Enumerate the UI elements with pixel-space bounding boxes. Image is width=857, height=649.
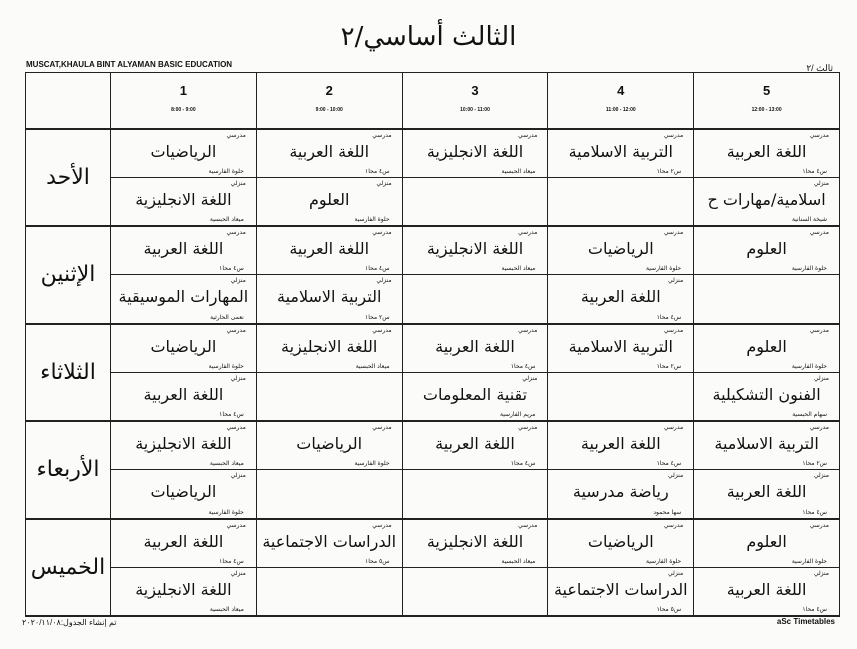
subject-name: اللغة الانجليزية <box>281 336 378 356</box>
lesson-cell <box>402 177 548 226</box>
lesson-cell <box>694 275 840 324</box>
period-number: 1 <box>179 83 188 99</box>
lesson <box>111 422 256 469</box>
lesson-cell <box>402 567 548 616</box>
lesson-row <box>26 470 840 519</box>
subject-name: اللغة العربية <box>726 482 807 502</box>
period-time: 9:00 - 10:00 <box>315 107 343 114</box>
lesson <box>111 227 256 274</box>
lesson <box>548 130 693 177</box>
lesson <box>548 470 693 517</box>
lesson-cell <box>694 519 840 568</box>
lesson-cell <box>111 177 257 226</box>
lesson-cell <box>111 519 257 568</box>
subject-name: التربية الاسلامية <box>276 287 382 307</box>
lesson-cell <box>256 372 402 421</box>
lesson-row <box>26 372 840 421</box>
teacher-name: س٤ محا١ <box>364 167 390 175</box>
lesson <box>111 130 256 177</box>
lesson-cell <box>256 129 402 178</box>
lesson-cell <box>111 421 257 470</box>
teacher-name: ميعاد الحبسية <box>501 557 536 565</box>
lesson-type: مدرسي <box>809 229 829 236</box>
teacher-name: حلوة الفارسية <box>354 216 390 223</box>
lesson-type: مدرسي <box>809 521 829 529</box>
lesson <box>257 325 402 372</box>
subject-name: العلوم <box>746 336 787 356</box>
lesson <box>694 325 839 372</box>
lesson-type: مدرسي <box>372 521 392 529</box>
subject-name: اللغة العربية <box>143 531 224 551</box>
lesson <box>257 130 402 177</box>
teacher-name: ميعاد الحبسية <box>501 167 536 175</box>
lesson-type: مدرسي <box>372 131 392 139</box>
teacher-name: ميعاد الحبسية <box>209 460 244 468</box>
period-time: 10:00 - 11:00 <box>460 107 490 114</box>
lesson-type: مدرسي <box>663 229 684 236</box>
lesson-cell <box>256 470 402 519</box>
day-label-cell <box>26 324 111 422</box>
lesson-type: مدرسي <box>663 326 684 334</box>
lesson-type: منزلي <box>230 569 246 577</box>
day-label-cell <box>26 129 111 227</box>
teacher-name: ميعاد الحبسية <box>209 606 244 613</box>
lesson <box>694 178 839 225</box>
lesson-cell <box>402 129 548 178</box>
lesson-cell <box>256 226 402 275</box>
lesson-cell <box>548 372 694 421</box>
lesson-cell <box>548 177 694 226</box>
subject-name: اللغة العربية <box>580 287 661 307</box>
lesson <box>403 373 548 420</box>
lesson <box>548 422 693 469</box>
teacher-name: س٢ محا١ <box>656 167 682 175</box>
subject-name: التربية الاسلامية <box>714 434 819 453</box>
lesson-type: مدرسي <box>663 131 684 139</box>
timetable-grid <box>25 72 840 617</box>
day-name: الأربعاء <box>36 457 100 483</box>
lesson-type: مدرسي <box>372 424 392 431</box>
generator-label: aSc Timetables <box>776 617 835 626</box>
lesson-type: مدرسي <box>809 326 829 334</box>
lesson-type: مدرسي <box>518 521 538 529</box>
lesson-cell <box>548 226 694 275</box>
lesson-cell <box>694 226 840 275</box>
subject-name: الرياضيات <box>150 336 217 356</box>
teacher-name: س٤ محا١ <box>219 411 244 418</box>
page-title: الثالث أساسي/٢ <box>340 22 517 52</box>
lesson <box>548 325 693 372</box>
subject-name: التربية الاسلامية <box>568 141 673 161</box>
teacher-name: حلوة الفارسية <box>646 557 682 565</box>
lesson <box>403 325 548 372</box>
lesson-cell <box>548 129 694 178</box>
subject-name: الرياضيات <box>296 434 363 453</box>
school-name: MUSCAT,KHAULA BINT ALYAMAN BASIC EDUCATION <box>26 60 233 69</box>
teacher-name: مريم الفارسية <box>499 411 536 418</box>
teacher-name: حلوة الفارسية <box>646 265 682 273</box>
lesson-type: منزلي <box>230 374 246 382</box>
lesson-cell <box>402 519 548 568</box>
subject-name: الدراسات الاجتماعية <box>262 531 397 551</box>
subject-name: اللغة الانجليزية <box>426 531 524 551</box>
teacher-name: نعمى الحارثية <box>210 313 244 321</box>
lesson-cell <box>694 372 840 421</box>
teacher-name: حلوة الفارسية <box>354 460 390 468</box>
subject-name: المهارات الموسيقية <box>118 287 249 307</box>
lesson-cell <box>402 421 548 470</box>
teacher-name: شيخة السنانية <box>791 216 827 223</box>
teacher-name: س٤ محا١ <box>802 606 827 613</box>
lesson <box>257 422 402 469</box>
subject-name: اللغة العربية <box>143 239 224 258</box>
period-number: 2 <box>325 83 333 99</box>
teacher-name: س٤ محا١ <box>219 265 244 273</box>
teacher-name: س٤ محا١ <box>802 167 827 175</box>
lesson-type: مدرسي <box>663 521 684 529</box>
lesson-cell <box>256 421 402 470</box>
lesson-cell <box>694 421 840 470</box>
teacher-name: حلوة الفارسية <box>208 362 244 370</box>
lesson-type: مدرسي <box>809 424 829 431</box>
lesson <box>111 275 256 322</box>
period-number: 5 <box>762 83 771 99</box>
teacher-name: س٥ محا١ <box>364 557 390 565</box>
lesson-cell <box>256 275 402 324</box>
lesson <box>111 470 256 517</box>
teacher-name: س٤ محا١ <box>656 313 682 321</box>
teacher-name: حلوة الفارسية <box>791 557 827 565</box>
lesson <box>403 227 548 274</box>
lesson-cell <box>256 567 402 616</box>
subject-name: تقنية المعلومات <box>422 384 528 404</box>
teacher-name: س٢ محا١ <box>364 313 390 321</box>
subject-name: الفنون التشكيلية <box>712 384 821 404</box>
subject-name: العلوم <box>746 531 787 551</box>
lesson-type: مدرسي <box>663 424 684 431</box>
lesson <box>111 568 256 615</box>
teacher-name: حلوة الفارسية <box>791 362 827 370</box>
lesson <box>694 373 839 420</box>
lesson-row <box>26 421 840 470</box>
subject-name: اللغة الانجليزية <box>135 189 232 209</box>
subject-name: اللغة العربية <box>580 434 661 453</box>
lesson <box>694 227 839 274</box>
day-label-cell <box>26 421 111 519</box>
lesson-row <box>26 226 840 275</box>
lesson-type: مدرسي <box>372 326 392 334</box>
period-time: 8:00 - 9:00 <box>171 107 196 114</box>
lesson-type: منزلي <box>668 277 684 285</box>
lesson-cell <box>548 275 694 324</box>
lesson-cell <box>548 421 694 470</box>
day-name: الإثنين <box>40 262 96 288</box>
lesson-cell <box>548 470 694 519</box>
teacher-name: س٤ محا١ <box>656 460 682 468</box>
lesson-type: منزلي <box>230 472 246 480</box>
lesson <box>694 130 839 177</box>
period-time: 12:00 - 13:00 <box>751 107 782 114</box>
period-header <box>548 73 694 129</box>
lesson-type: مدرسي <box>226 131 246 139</box>
lesson-cell <box>111 470 257 519</box>
corner-cell <box>26 73 111 129</box>
lesson-cell <box>694 129 840 178</box>
subject-name: اللغة العربية <box>143 384 224 404</box>
lesson-type: منزلي <box>813 374 829 382</box>
lesson-cell <box>402 275 548 324</box>
teacher-name: سهام الحبسية <box>792 411 827 418</box>
lesson-type: مدرسي <box>226 326 246 334</box>
subject-name: رياضة مدرسية <box>572 482 669 502</box>
subject-name: اللغة العربية <box>726 579 807 599</box>
lesson-cell <box>402 324 548 373</box>
subject-name: العلوم <box>746 239 787 258</box>
day-label-cell <box>26 519 111 617</box>
lesson-type: منزلي <box>376 179 392 187</box>
period-header <box>256 73 402 129</box>
subject-name: اللغة العربية <box>289 239 370 258</box>
period-header <box>694 73 840 129</box>
lesson-row <box>26 567 840 616</box>
lesson-cell <box>111 226 257 275</box>
subject-name: اللغة العربية <box>435 336 515 356</box>
lesson <box>111 520 256 567</box>
lesson <box>694 470 839 517</box>
teacher-name: س٥ محا١ <box>656 606 682 613</box>
class-code: ثالث /٢ <box>806 63 833 73</box>
lesson-type: منزلي <box>230 179 246 187</box>
subject-name: الرياضيات <box>587 239 654 258</box>
subject-name: اللغة الانجليزية <box>135 434 232 453</box>
lesson <box>694 520 839 567</box>
lesson-type: منزلي <box>668 472 684 480</box>
lesson-row <box>26 129 840 178</box>
lesson-cell <box>111 567 257 616</box>
period-time: 11:00 - 12:00 <box>605 107 636 114</box>
subject-name: العلوم <box>308 189 350 209</box>
lesson-cell <box>548 324 694 373</box>
lesson-row <box>26 275 840 324</box>
subject-name: اللغة العربية <box>289 141 370 161</box>
lesson <box>694 568 839 615</box>
lesson-cell <box>402 372 548 421</box>
subject-name: اللغة الانجليزية <box>426 239 524 258</box>
lesson-row <box>26 519 840 568</box>
lesson-type: مدرسي <box>518 131 538 139</box>
lesson-cell <box>402 470 548 519</box>
day-name: الأحد <box>46 164 90 190</box>
lesson-type: منزلي <box>230 277 246 285</box>
subject-name: الرياضيات <box>587 531 654 551</box>
lesson <box>257 178 402 225</box>
subject-name: اسلامية/مهارات ح <box>707 189 826 209</box>
day-name: الخميس <box>30 554 106 580</box>
period-header <box>402 73 548 129</box>
subject-name: اللغة العربية <box>726 141 807 161</box>
lesson-type: مدرسي <box>226 424 246 431</box>
period-header-row <box>26 73 840 129</box>
lesson-cell <box>548 567 694 616</box>
teacher-name: س٢ محا١ <box>802 460 827 468</box>
lesson <box>694 422 839 469</box>
lesson-cell <box>402 226 548 275</box>
teacher-name: س٤ محا١ <box>219 557 244 565</box>
lesson-cell <box>256 324 402 373</box>
teacher-name: ميعاد الحبسية <box>501 265 536 273</box>
subject-name: اللغة العربية <box>435 434 515 453</box>
lesson <box>111 325 256 372</box>
teacher-name: حلوة الفارسية <box>208 167 244 175</box>
subject-name: التربية الاسلامية <box>568 336 673 356</box>
subject-name: الرياضيات <box>150 141 217 161</box>
lesson-type: مدرسي <box>518 424 538 431</box>
subject-name: الدراسات الاجتماعية <box>553 579 688 599</box>
subject-name: اللغة الانجليزية <box>135 579 232 599</box>
lesson <box>548 568 693 615</box>
lesson-type: منزلي <box>813 472 829 480</box>
lesson <box>257 227 402 274</box>
period-header <box>111 73 257 129</box>
lesson <box>548 275 693 322</box>
teacher-name: س٤ محا١ <box>510 362 536 370</box>
lesson-type: منزلي <box>522 374 538 382</box>
lesson-cell <box>694 177 840 226</box>
lesson-type: مدرسي <box>809 131 829 139</box>
subject-name: اللغة الانجليزية <box>426 141 524 161</box>
teacher-name: ميعاد الحبسية <box>209 216 244 223</box>
lesson-type: منزلي <box>813 569 829 577</box>
lesson-type: منزلي <box>668 569 684 577</box>
teacher-name: س٢ محا١ <box>656 362 682 370</box>
lesson-type: مدرسي <box>518 229 538 236</box>
timetable-body <box>26 129 840 617</box>
lesson-cell <box>694 470 840 519</box>
lesson-type: مدرسي <box>518 326 538 334</box>
lesson <box>403 422 548 469</box>
lesson-cell <box>548 519 694 568</box>
teacher-name: سها محمود <box>653 508 682 516</box>
teacher-name: س٤ محا١ <box>364 265 390 273</box>
lesson-cell <box>694 324 840 373</box>
period-number: 4 <box>617 83 625 99</box>
created-date: تم إنشاء الجدول:٢٠٢٠/١١/٠٨ <box>22 618 117 627</box>
teacher-name: حلوة الفارسية <box>208 508 244 516</box>
lesson-cell <box>256 177 402 226</box>
teacher-name: س٤ محا١ <box>510 460 536 468</box>
teacher-name: س٤ محا١ <box>802 508 827 516</box>
lesson-cell <box>111 129 257 178</box>
lesson <box>111 178 256 225</box>
lesson <box>403 130 548 177</box>
lesson-type: مدرسي <box>372 229 392 236</box>
teacher-name: حلوة الفارسية <box>791 265 827 273</box>
lesson-type: مدرسي <box>226 521 246 529</box>
lesson-cell <box>111 372 257 421</box>
lesson-cell <box>256 519 402 568</box>
lesson-cell <box>111 275 257 324</box>
lesson-cell <box>694 567 840 616</box>
lesson-type: منزلي <box>376 277 392 285</box>
day-label-cell <box>26 226 111 324</box>
teacher-name: ميعاد الحبسية <box>355 362 390 370</box>
lesson <box>403 520 548 567</box>
lesson-row <box>26 177 840 226</box>
lesson <box>548 520 693 567</box>
lesson-cell <box>111 324 257 373</box>
lesson-type: مدرسي <box>226 229 246 236</box>
lesson-type: منزلي <box>813 179 829 187</box>
lesson-row <box>26 324 840 373</box>
lesson <box>548 227 693 274</box>
lesson <box>257 275 402 322</box>
lesson <box>111 373 256 420</box>
period-number: 3 <box>471 83 479 99</box>
day-name: الثلاثاء <box>40 359 96 385</box>
lesson <box>257 520 402 567</box>
subject-name: الرياضيات <box>150 482 217 502</box>
